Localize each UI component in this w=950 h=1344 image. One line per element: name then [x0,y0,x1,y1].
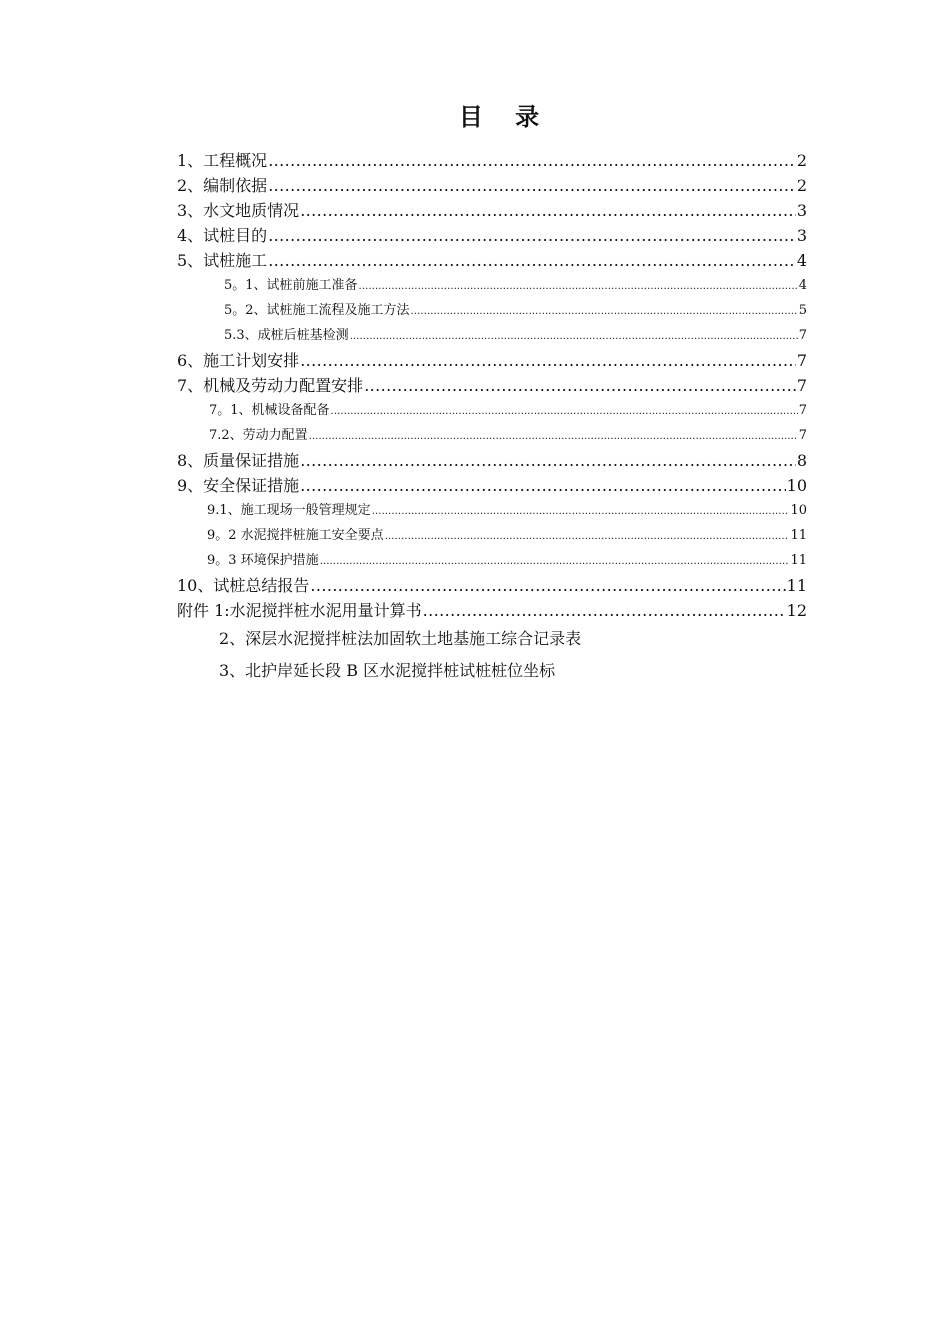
toc-page-number: 2 [796,176,807,195]
toc-page-number: 8 [796,451,807,470]
toc-entry-5-1[interactable] [177,273,807,298]
toc-label: 6、施工计划安排 [177,351,300,370]
toc-entry-6[interactable] [177,348,807,373]
toc-label: 7、机械及劳动力配置安排 [177,376,364,395]
toc-leader-dots [300,473,785,498]
toc-leader-dots [423,598,786,623]
toc-entry-7[interactable] [177,373,807,398]
toc-label: 9、安全保证措施 [177,476,300,495]
toc-leader-dots [385,523,790,549]
toc-leader-dots [309,423,798,449]
toc-page-number: 11 [790,528,807,543]
toc-page-number: 7 [796,376,807,395]
toc-page-number: 7 [796,351,807,370]
toc-page-number: 10 [790,503,807,518]
toc-leader-dots [359,273,798,299]
toc-entry-3[interactable] [177,198,807,223]
toc-entry-2[interactable] [177,173,807,198]
toc-label: 5。2、试桩施工流程及施工方法 [224,303,410,318]
toc-entry-7-2[interactable] [177,423,807,448]
toc-page-number: 12 [786,601,807,620]
toc-leader-dots [331,398,798,424]
toc-label: 5。1、试桩前施工准备 [224,278,358,293]
toc-leader-dots [364,373,796,398]
toc-page-number: 3 [796,201,807,220]
toc-entry-9-1[interactable] [177,498,807,523]
toc-entry-7-1[interactable] [177,398,807,423]
toc-leader-dots [310,573,785,598]
toc-page-number: 7 [798,428,807,443]
toc-label: 9。3 环境保护措施 [207,553,319,568]
toc-page-number: 4 [798,278,807,293]
toc-leader-dots [300,448,796,473]
toc-entry-5-3[interactable] [177,323,807,348]
toc-entry-10[interactable] [177,573,807,598]
toc-entry-8[interactable] [177,448,807,473]
toc-entry-appendix-1[interactable] [177,598,807,623]
toc-leader-dots [372,498,790,524]
toc-page-number: 2 [796,151,807,170]
toc-label: 1、工程概况 [177,151,268,170]
toc-label: 2、编制依据 [177,176,268,195]
toc-entry-9-3[interactable] [177,548,807,573]
toc-entry-5-2[interactable] [177,298,807,323]
appendix-line-2: 2、深层水泥搅拌桩法加固软土地基施工综合记录表 [219,629,582,648]
toc-label: 4、试桩目的 [177,226,268,245]
toc-leader-dots [268,148,796,173]
toc-page-number: 5 [798,303,807,318]
toc-entry-5[interactable] [177,248,807,273]
toc-entry-4[interactable] [177,223,807,248]
toc-leader-dots [350,323,798,349]
toc-leader-dots [268,248,796,273]
toc-leader-dots [268,173,796,198]
toc-page-number: 10 [786,476,807,495]
toc-leader-dots [268,223,796,248]
toc-label: 8、质量保证措施 [177,451,300,470]
toc-leader-dots [411,298,798,324]
toc-label: 附件 1:水泥搅拌桩水泥用量计算书 [177,601,422,620]
toc-page-number: 7 [798,328,807,343]
toc-label: 3、水文地质情况 [177,201,300,220]
toc-label: 9.1、施工现场一般管理规定 [207,503,371,518]
toc-leader-dots [320,548,790,574]
toc-label: 7.2、劳动力配置 [209,428,308,443]
toc-page-number: 11 [786,576,807,595]
toc-label: 9。2 水泥搅拌桩施工安全要点 [207,528,384,543]
toc-page-number: 4 [796,251,807,270]
toc-page-number: 11 [790,553,807,568]
toc-leader-dots [300,348,796,373]
toc-entry-9[interactable] [177,473,807,498]
appendix-line-3: 3、北护岸延长段 B 区水泥搅拌桩试桩桩位坐标 [219,661,556,680]
toc-label: 10、试桩总结报告 [177,576,310,595]
toc-label: 5、试桩施工 [177,251,268,270]
toc-page-number: 3 [796,226,807,245]
toc-leader-dots [300,198,796,223]
toc-entry-9-2[interactable] [177,523,807,548]
toc-page-number: 7 [798,403,807,418]
page-title: 目 录 [458,102,552,131]
toc-label: 7。1、机械设备配备 [209,403,330,418]
table-of-contents [177,148,807,687]
toc-label: 5.3、成桩后桩基检测 [224,328,349,343]
toc-entry-1[interactable] [177,148,807,173]
